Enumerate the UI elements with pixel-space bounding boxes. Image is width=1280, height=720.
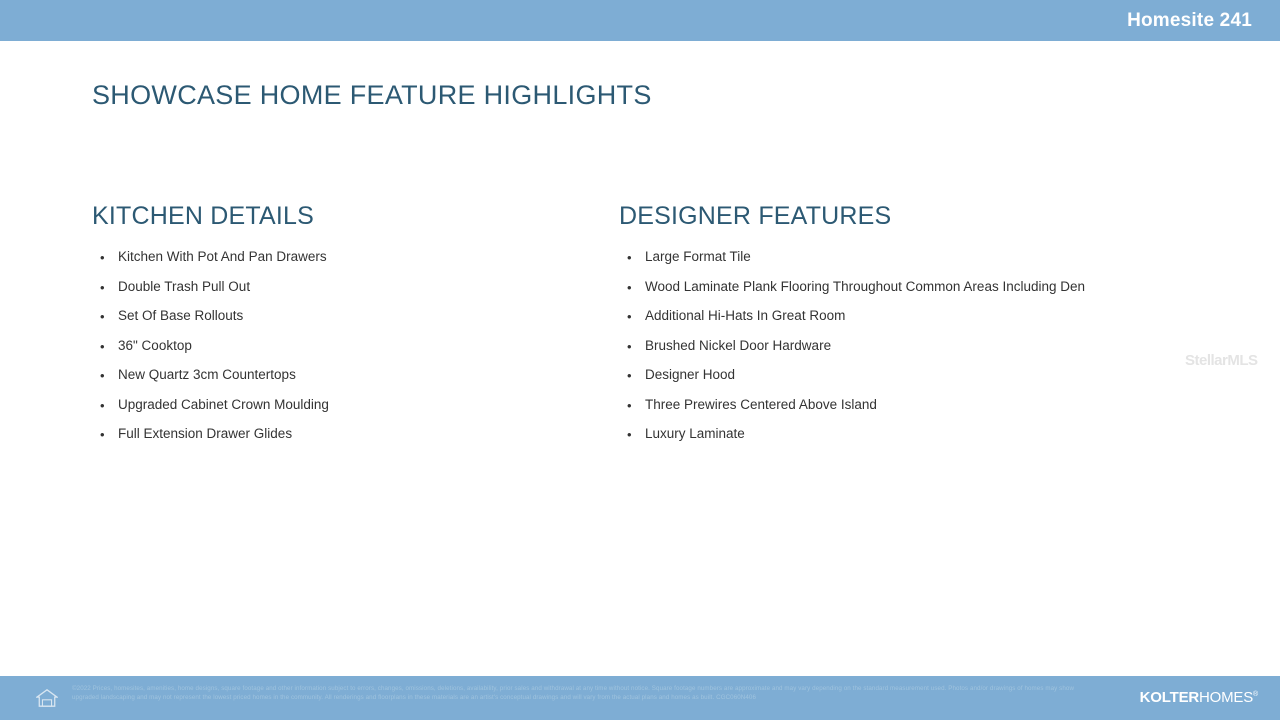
column-designer-features [619,202,1179,456]
list-item-label: Wood Laminate Plank Flooring Throughout Common Areas Including Den [645,278,1086,294]
list-item [619,367,1179,382]
list-item [92,279,562,294]
bullet-icon: • [627,368,632,383]
list-item-label: Additional Hi-Hats In Great Room [645,308,846,323]
bullet-icon: • [100,250,105,265]
column-heading: DESIGNER FEATURES [619,202,892,230]
kitchen-details-list [92,249,562,441]
list-item-label: Set Of Base Rollouts [118,308,244,323]
list-item-label: Kitchen With Pot And Pan Drawers [118,249,327,264]
mls-watermark: StellarMLS [1185,352,1258,369]
bullet-icon: • [100,427,105,442]
list-item [619,279,1179,294]
list-item-label: 36" Cooktop [118,337,192,353]
column-kitchen-details [92,202,562,456]
slide-content [0,41,1280,676]
bullet-icon: • [627,279,632,295]
bullet-icon: • [627,309,632,324]
legal-disclaimer: ©2022 Prices, homesites, amenities, home designs, square footage and other information subject to errors, changes, omissions, deletions, availability, prior sales and withdrawal at any time without notice. Square footage numbers are approximate and may vary depending on the standard measurement used. Photos and/or drawings of homes may show upgraded landscaping and may not represent the lowest priced homes in the community. All renderings and floorplans in these materials are an artist's conceptual drawings and will vary from the actual plans and homes as built. CGC060N406 [72,685,1075,701]
list-item [92,249,562,264]
column-heading: KITCHEN DETAILS [92,202,315,230]
bullet-icon: • [100,397,105,413]
logo-bold-text: KOLTER [1139,689,1200,706]
logo-thin-text: HOMES [1199,689,1254,706]
list-item-label: Three Prewires Centered Above Island [645,396,877,412]
homesite-title: Homesite 241 [1127,9,1252,31]
list-item-label: Double Trash Pull Out [118,278,251,294]
list-item [619,249,1179,264]
equal-housing-icon [36,688,58,708]
page-title: SHOWCASE HOME FEATURE HIGHLIGHTS [92,80,652,110]
bullet-icon: • [100,279,105,295]
designer-features-list [619,249,1179,441]
list-item [92,308,562,323]
list-item [92,367,562,382]
bullet-icon: • [627,250,632,265]
list-item [619,426,1179,441]
bullet-icon: • [100,368,105,383]
list-item [92,338,562,353]
list-item-label: Designer Hood [645,367,736,382]
registered-mark: ® [1253,691,1258,698]
list-item-label: Brushed Nickel Door Hardware [645,337,832,353]
bullet-icon: • [627,427,632,442]
list-item [619,397,1179,412]
list-item-label: Large Format Tile [645,249,751,264]
list-item-label: Luxury Laminate [645,426,745,441]
list-item-label: Upgraded Cabinet Crown Moulding [118,396,329,412]
list-item [619,308,1179,323]
kolter-homes-logo [1140,689,1258,706]
bullet-icon: • [627,397,632,413]
bullet-icon: • [100,309,105,324]
list-item [92,397,562,412]
list-item [619,338,1179,353]
list-item [92,426,562,441]
bullet-icon: • [100,338,105,354]
bullet-icon: • [627,338,632,354]
list-item-label: Full Extension Drawer Glides [118,426,293,441]
list-item-label: New Quartz 3cm Countertops [118,367,296,382]
top-bar [0,0,1280,41]
footer-bar [0,676,1280,720]
